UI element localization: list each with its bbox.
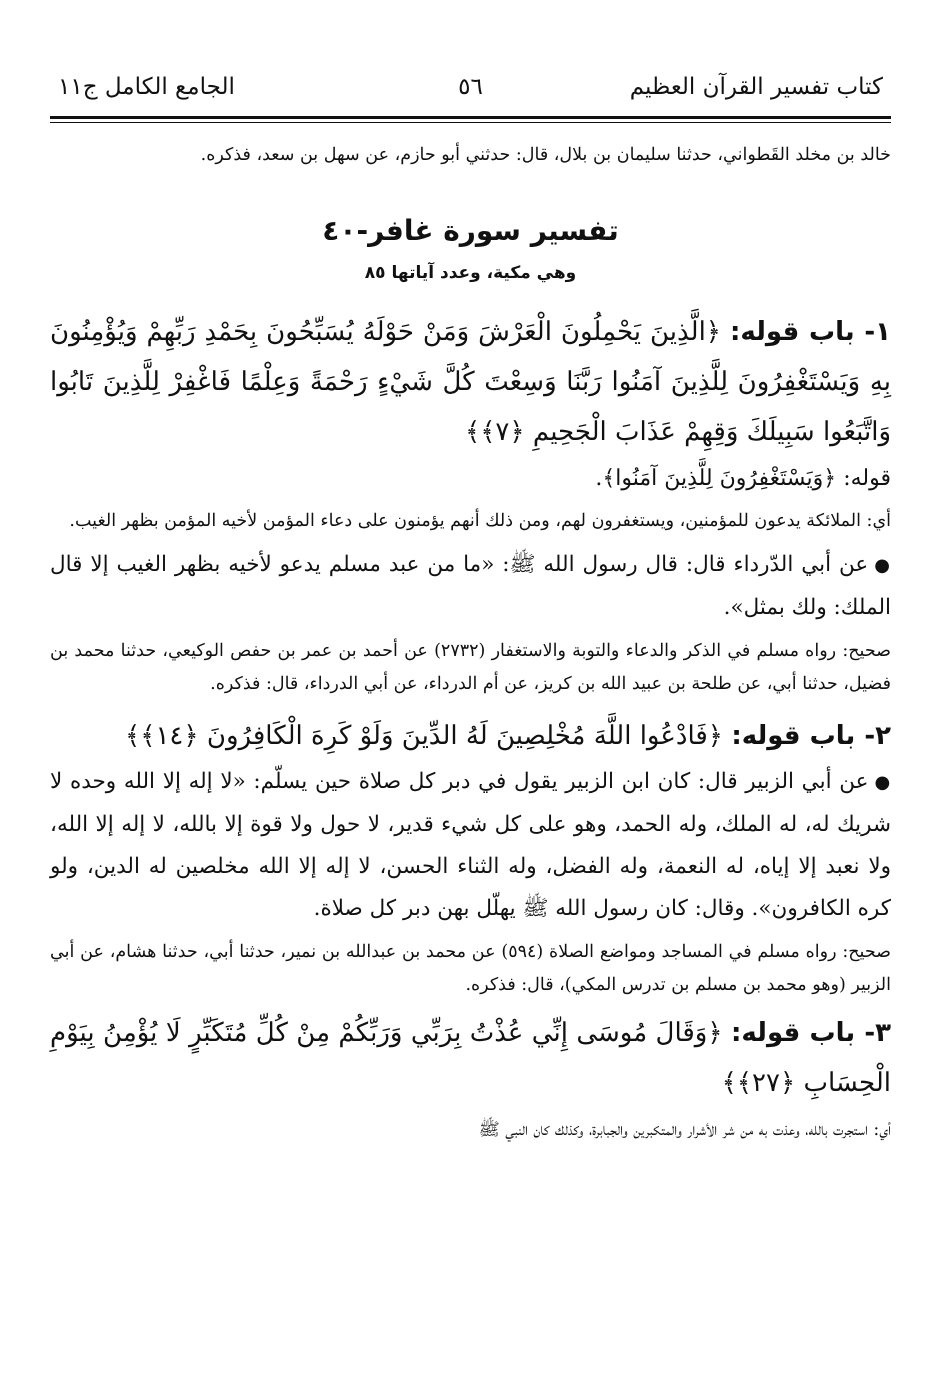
bab-1-verse: ﴿الَّذِينَ يَحْمِلُونَ الْعَرْشَ وَمَنْ حَوْلَهُ يُسَبِّحُونَ بِحَمْدِ رَبِّهِمْ وَيُؤْمِنُونَ بِهِ وَيَسْتَغْفِرُونَ لِلَّذِينَ آمَنُوا رَبَّنَا وَسِعْتَ كُلَّ شَيْءٍ رَحْمَةً وَعِلْمًا فَاغْفِرْ لِلَّذِينَ تَابُوا وَاتَّبَعُوا سَبِيلَكَ وَقِهِمْ عَذَابَ الْجَحِيمِ ﴿٧﴾﴾	[50, 317, 891, 447]
hadith-1-text: عن أبي الدّرداء قال: قال رسول الله ﷺ: «ما من عبد مسلم يدعو لأخيه بظهر الغيب إلا قال الملك: ولك بمثل».	[50, 552, 891, 620]
qawluhu-label: قوله:	[843, 466, 891, 491]
bullet-icon: ●	[874, 555, 891, 576]
bab-3-label: ٣- باب قوله:	[731, 1018, 891, 1048]
hadith-2-text: عن أبي الزبير قال: كان ابن الزبير يقول في دبر كل صلاة حين يسلّم: «لا إله إلا الله وحده لا شريك له، له الملك، وله الحمد، وهو على كل شيء قدير، لا حول ولا قوة إلا بالله، لا إله إلا الله، ولا نعبد إلا إياه، له النعمة، وله الفضل، وله الثناء الحسن، لا إله إلا الله مخلصين له الدين، ولو كره الكافرون». وقال: كان رسول الله ﷺ يهلّل بهن دبر كل صلاة.	[50, 769, 891, 921]
bab-2-heading	[50, 711, 891, 761]
bab-1-heading	[50, 307, 891, 457]
bullet-icon: ●	[874, 772, 891, 793]
surah-title: تفسير سورة غافر-٤٠	[322, 214, 619, 247]
volume-label: الجامع الكامل ج١١	[58, 74, 235, 100]
tafsir-3: أي: استجرت بالله، وعذت به من شر الأشرار والمتكبرين والجبابرة، وكذلك كان النبي ﷺ	[478, 1120, 891, 1140]
opening-isnad: خالد بن مخلد القَطواني، حدثنا سليمان بن بلال، قال: حدثني أبو حازم، عن سهل بن سعد، فذكره.	[200, 145, 891, 165]
bab-1-label: ١- باب قوله:	[729, 317, 891, 347]
takhrij-2: صحيح: رواه مسلم في المساجد ومواضع الصلاة (٥٩٤) عن محمد بن عبدالله بن نمير، حدثنا أبي، حدثنا هشام، عن أبي الزبير (وهو محمد بن مسلم بن تدرس المكي)، قال: فذكره.	[50, 942, 891, 995]
bab-3-heading	[50, 1008, 891, 1108]
bab-2-verse: ﴿فَادْعُوا اللَّهَ مُخْلِصِينَ لَهُ الدِّينَ وَلَوْ كَرِهَ الْكَافِرُونَ ﴿١٤﴾﴾	[124, 721, 724, 751]
book-title: كتاب تفسير القرآن العظيم	[629, 74, 883, 100]
qawluhu-verse: ﴿وَيَسْتَغْفِرُونَ لِلَّذِينَ آمَنُوا﴾.	[595, 466, 837, 491]
surah-subtitle: وهي مكية، وعدد آياتها ٨٥	[364, 263, 577, 283]
header-rule-thin	[50, 122, 891, 123]
takhrij-1: صحيح: رواه مسلم في الذكر والدعاء والتوبة والاستغفار (٢٧٣٢) عن أحمد بن عمر بن حفص الوكيعي، حدثنا محمد بن فضيل، حدثنا أبي، عن طلحة بن عبيد الله بن كريز، عن أم الدرداء، عن أبي الدرداء، قال: فذكره.	[50, 641, 891, 694]
qawluhu-line	[50, 459, 891, 499]
hadith-2	[50, 761, 891, 930]
header-rule-thick	[50, 116, 891, 119]
page-number: ٥٦	[458, 74, 483, 100]
tafsir-1: أي: الملائكة يدعون للمؤمنين، ويستغفرون لهم، ومن ذلك أنهم يؤمنون على دعاء المؤمن لأخيه المؤمن بظهر الغيب.	[69, 511, 891, 531]
hadith-1	[50, 544, 891, 629]
running-header	[50, 62, 891, 112]
bab-2-label: ٢- باب قوله:	[731, 721, 891, 751]
bab-3-verse: ﴿وَقَالَ مُوسَى إِنِّي عُذْتُ بِرَبِّي وَرَبِّكُمْ مِنْ كُلِّ مُتَكَبِّرٍ لَا يُؤْمِنُ بِيَوْمِ الْحِسَابِ ﴿٢٧﴾﴾	[50, 1018, 891, 1098]
